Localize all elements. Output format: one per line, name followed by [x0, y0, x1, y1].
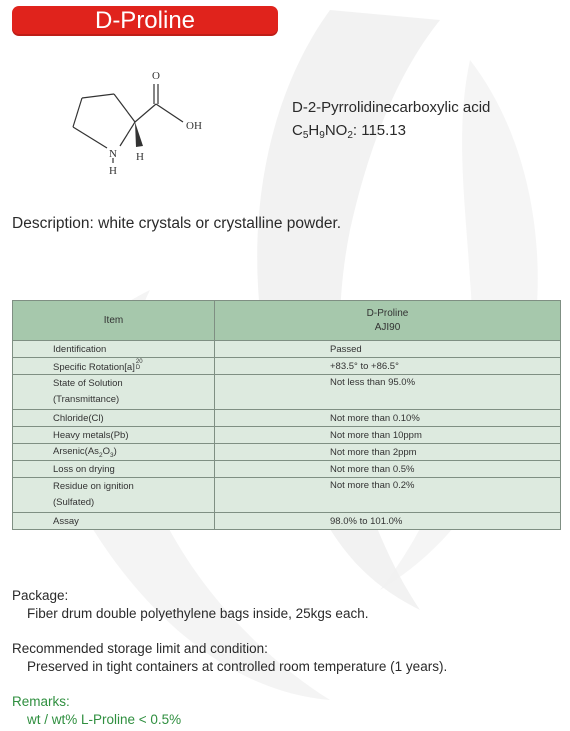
- remarks-label: Remarks:: [12, 694, 70, 709]
- table-row: Assay 98.0% to 101.0%: [13, 513, 561, 530]
- table-row: State of Solution (Transmittance) Not less than 95.0%: [13, 375, 561, 410]
- product-header: D-Proline AJI90: [215, 301, 561, 341]
- package-label: Package:: [12, 588, 69, 603]
- storage-label: Recommended storage limit and condition:: [12, 641, 268, 656]
- storage-text: Preserved in tight containers at controlled room temperature (1 years).: [27, 659, 448, 674]
- table-row: Identification Passed: [13, 341, 561, 358]
- table-row: Residue on ignition (Sulfated) Not more than 0.2%: [13, 478, 561, 513]
- table-row: Chloride(Cl) Not more than 0.10%: [13, 410, 561, 427]
- item-header: Item: [13, 301, 215, 341]
- structure-diagram: [60, 66, 220, 184]
- nitrogen-label: N: [109, 148, 117, 160]
- description: Description: white crystals or crystalline powder.: [12, 215, 342, 232]
- remarks-text: wt / wt% L-Proline < 0.5%: [27, 712, 182, 727]
- table-row: Heavy metals(Pb) Not more than 10ppm: [13, 427, 561, 444]
- n-hydrogen-label: H: [109, 165, 117, 177]
- package-text: Fiber drum double polyethylene bags inside, 25kgs each.: [27, 606, 369, 621]
- alpha-hydrogen-label: H: [136, 151, 144, 163]
- specification-table: [12, 300, 561, 530]
- molecular-formula: $C_5H_9NO_2$: 115.13: [292, 122, 406, 141]
- table-row: Loss on drying Not more than 0.5%: [13, 461, 561, 478]
- oxygen-label: O: [152, 70, 160, 82]
- product-title: D-Proline: [12, 6, 278, 36]
- hydroxyl-label: OH: [186, 120, 202, 132]
- table-row: $Arsenic(As_2O_3)$ Not more than 2ppm: [13, 444, 561, 461]
- table-row: Specific Rotation[a] 20 D +83.5° to +86.5°: [13, 358, 561, 375]
- compound-name: D-2-Pyrrolidinecarboxylic acid: [292, 99, 491, 116]
- table-header-row: [13, 301, 561, 341]
